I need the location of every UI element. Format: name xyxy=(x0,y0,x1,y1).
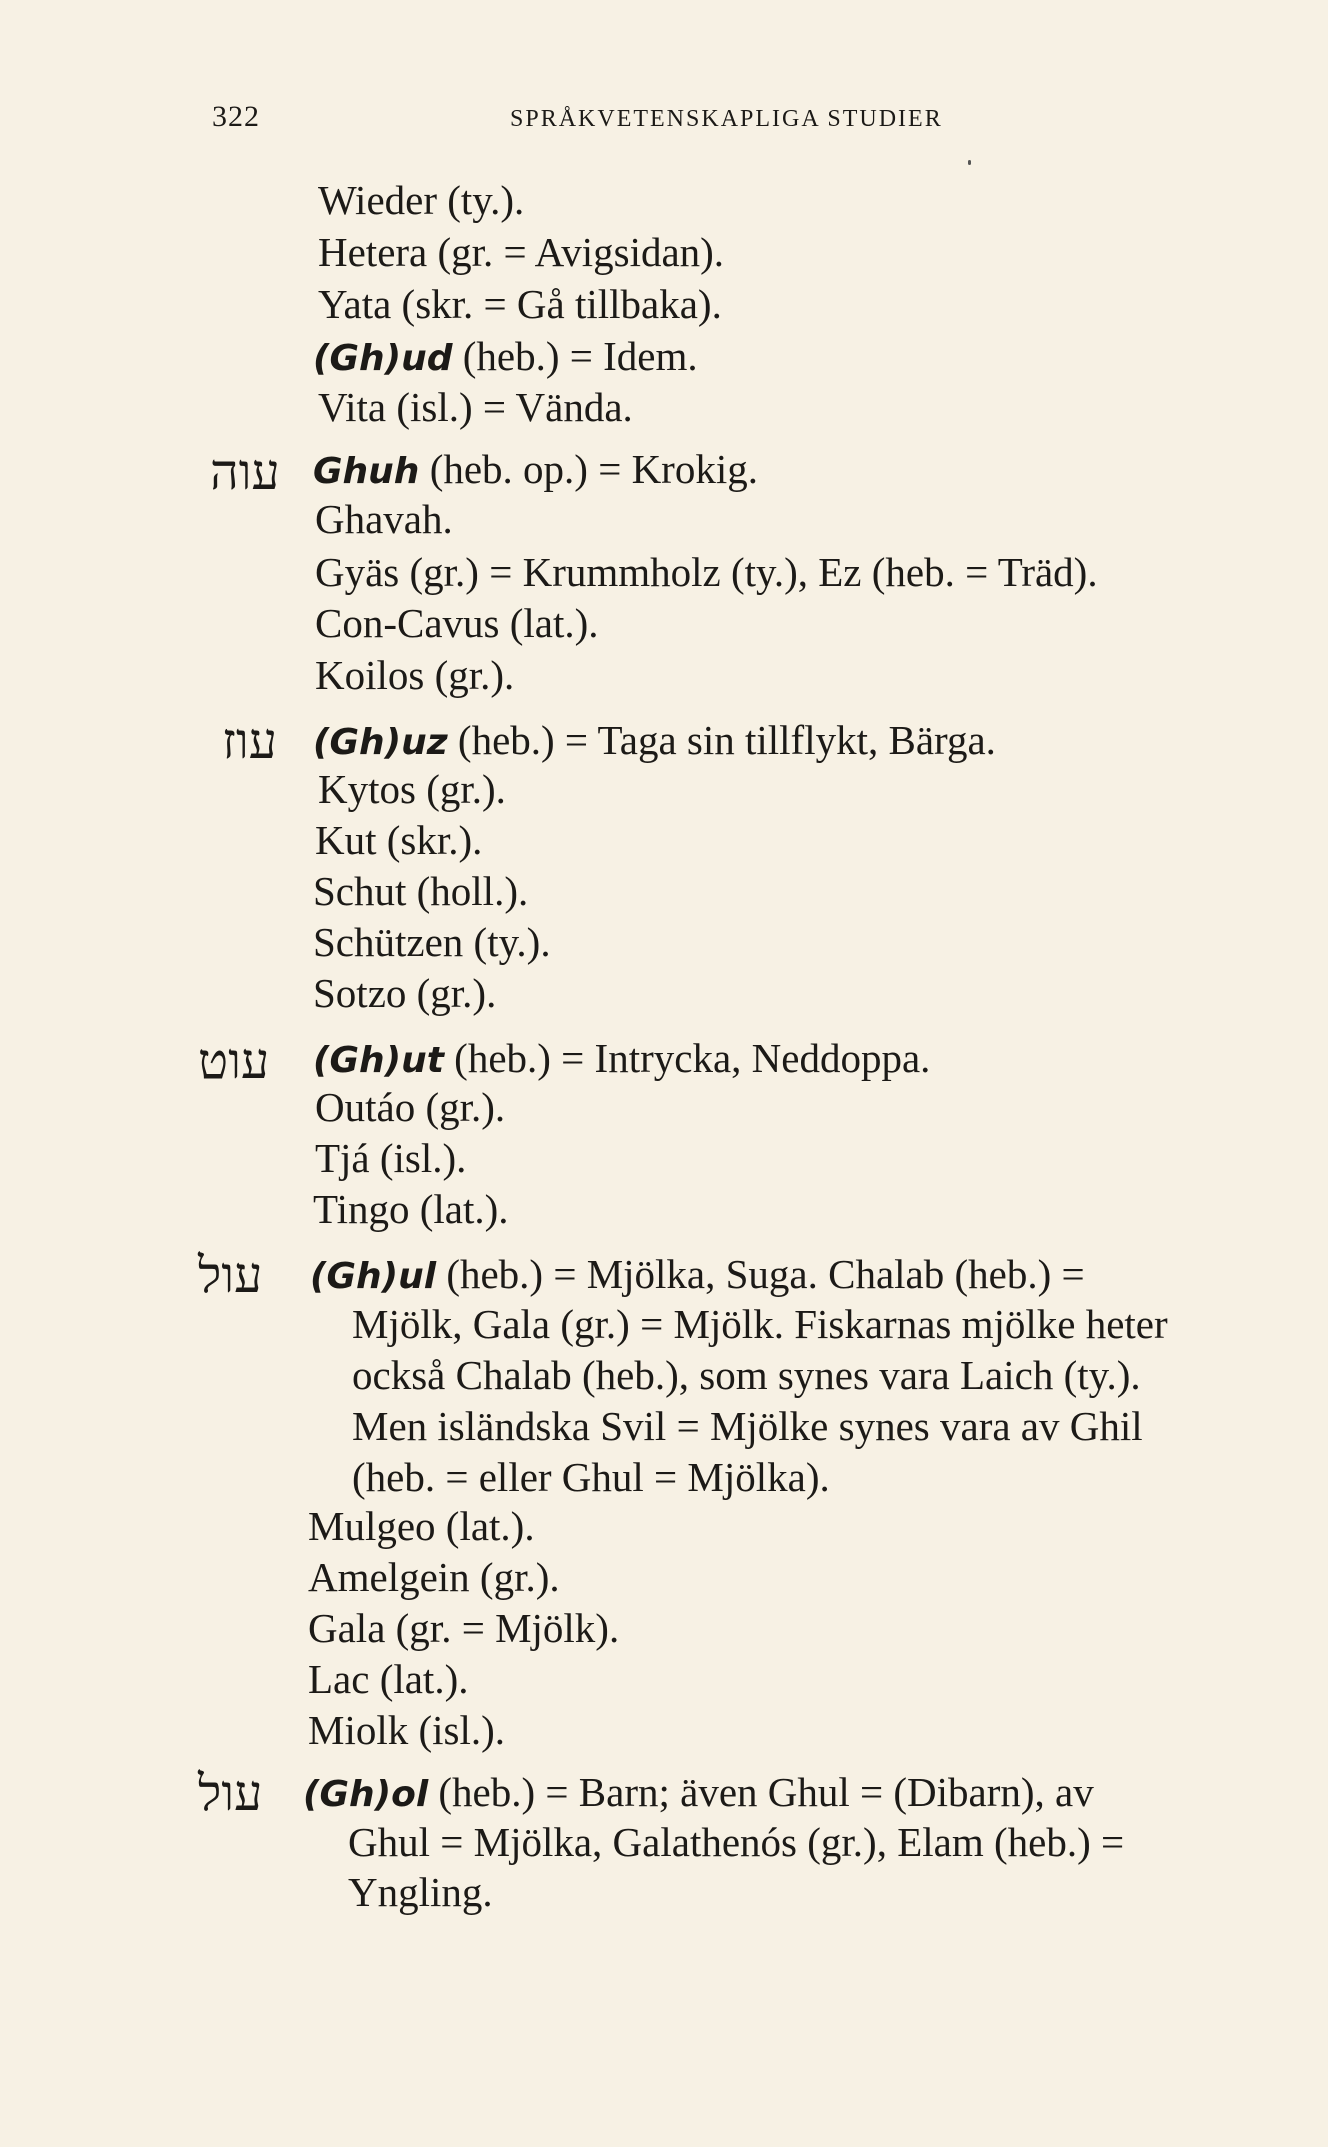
entry-text: (heb.) = Intrycka, Neddoppa. xyxy=(443,1035,931,1081)
entry-text: Vita (isl.) = Vända. xyxy=(318,384,633,430)
entry-text: Con-Cavus (lat.). xyxy=(315,600,599,646)
entry-text: Kytos (gr.). xyxy=(318,766,506,812)
entry-line xyxy=(352,1301,1168,1347)
entry-line xyxy=(308,1605,620,1651)
entry-line xyxy=(315,549,1098,595)
running-header xyxy=(0,100,1328,140)
hebrew-root: עוז xyxy=(222,712,278,770)
print-speck xyxy=(968,160,971,165)
entry-text: Schützen (ty.). xyxy=(313,919,551,965)
entry-text: (heb. = eller Ghul = Mjölka). xyxy=(352,1454,830,1500)
entry-line xyxy=(313,868,529,914)
entry-line xyxy=(308,1707,506,1753)
entry-text: Mjölk, Gala (gr.) = Mjölk. Fiskarnas mjölke heter xyxy=(352,1301,1168,1347)
entry-text: (heb.) = Barn; även Ghul = (Dibarn), av xyxy=(428,1769,1094,1815)
entry-text: Mulgeo (lat.). xyxy=(308,1503,535,1549)
entry-line xyxy=(315,1135,467,1181)
entry-line xyxy=(315,496,453,542)
page-number: 322 xyxy=(212,100,260,133)
headword: (Gh)ud xyxy=(313,338,453,379)
hebrew-root: עול xyxy=(198,1246,263,1304)
entry-line xyxy=(308,1656,469,1702)
entry-line xyxy=(313,1186,509,1232)
entry-headword-line xyxy=(313,446,758,492)
entry-line xyxy=(308,1503,535,1549)
entry-text: Tjá (isl.). xyxy=(315,1135,467,1181)
entry-text: Ghul = Mjölka, Galathenós (gr.), Elam (heb.) = xyxy=(348,1819,1125,1865)
entry-line xyxy=(308,1554,560,1600)
entry-text: (heb. op.) = Krokig. xyxy=(419,446,758,492)
entry-text: också Chalab (heb.), som synes vara Laich (ty.). xyxy=(352,1352,1141,1398)
entry-text: (heb.) = Idem. xyxy=(452,333,698,379)
headword: (Gh)ut xyxy=(313,1040,444,1081)
entry-line xyxy=(352,1352,1141,1398)
hebrew-root: עול xyxy=(198,1764,263,1822)
entry-text: Schut (holl.). xyxy=(313,868,529,914)
entry-text: (heb.) = Mjölka, Suga. Chalab (heb.) = xyxy=(436,1251,1085,1297)
entry-text: Lac (lat.). xyxy=(308,1656,469,1702)
entry-text: Kut (skr.). xyxy=(315,817,483,863)
entry-text: Wieder (ty.). xyxy=(318,177,525,223)
entry-line xyxy=(315,600,599,646)
entry-line xyxy=(318,384,633,430)
entry-headword-line xyxy=(310,1251,1085,1297)
entry-text: Gyäs (gr.) = Krummholz (ty.), Ez (heb. = Träd). xyxy=(315,549,1098,595)
running-title: SPRÅKVETENSKAPLIGA STUDIER xyxy=(510,106,943,132)
entry-line xyxy=(315,1084,506,1130)
entry-text: (heb.) = Taga sin tillflykt, Bärga. xyxy=(447,717,996,763)
entry-line xyxy=(352,1454,830,1500)
entry-text: Gala (gr. = Mjölk). xyxy=(308,1605,620,1651)
headword: (Gh)ol xyxy=(303,1774,429,1815)
entry-line xyxy=(318,766,506,812)
entry-text: Outáo (gr.). xyxy=(315,1084,506,1130)
hebrew-root: עוט xyxy=(198,1032,270,1090)
entry-headword-line xyxy=(313,333,698,379)
entry-line xyxy=(352,1403,1143,1449)
headword: (Gh)ul xyxy=(310,1256,437,1297)
entry-text: Yngling. xyxy=(348,1869,493,1915)
entry-line xyxy=(315,652,515,698)
entry-line xyxy=(318,177,525,223)
entry-line xyxy=(315,817,483,863)
headword: Ghuh xyxy=(313,451,420,492)
entry-text: Tingo (lat.). xyxy=(313,1186,509,1232)
entry-text: Amelgein (gr.). xyxy=(308,1554,560,1600)
entry-line xyxy=(313,919,551,965)
entry-headword-line xyxy=(313,1035,931,1081)
entry-line xyxy=(318,229,725,275)
entry-line xyxy=(318,281,722,327)
entry-text: Sotzo (gr.). xyxy=(313,970,497,1016)
entry-text: Hetera (gr. = Avigsidan). xyxy=(318,229,725,275)
entry-text: Men isländska Svil = Mjölke synes vara av Ghil xyxy=(352,1403,1143,1449)
entry-headword-line xyxy=(303,1769,1094,1815)
entry-text: Yata (skr. = Gå tillbaka). xyxy=(318,281,722,327)
entry-text: Koilos (gr.). xyxy=(315,652,515,698)
entry-text: Ghavah. xyxy=(315,496,453,542)
hebrew-root: עוה xyxy=(210,443,280,501)
entry-line xyxy=(313,970,497,1016)
entry-line xyxy=(348,1869,493,1915)
entry-text: Miolk (isl.). xyxy=(308,1707,506,1753)
entry-headword-line xyxy=(313,717,996,763)
entry-line xyxy=(348,1819,1125,1865)
headword: (Gh)uz xyxy=(313,722,448,763)
